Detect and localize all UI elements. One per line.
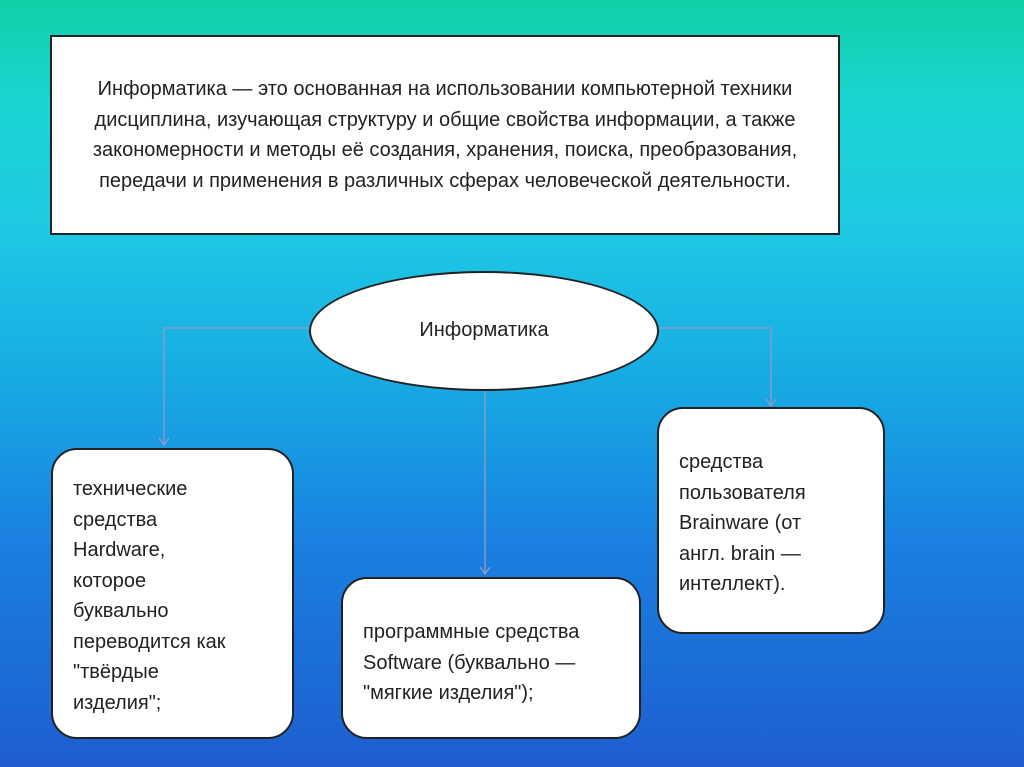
branch-brainware-text: средства пользователя Brainware (от англ. brain — интеллект). [679,451,806,595]
connector-to-brainware [657,328,771,405]
arrowhead-hardware [159,438,169,445]
connector-to-hardware [164,328,311,444]
arrowhead-brainware [766,399,776,406]
branch-software-text: программные средства Software (буквально — "мягкие изделия"); [363,621,580,704]
root-node-label: Информатика [419,318,549,341]
branch-brainware [657,407,885,634]
branch-hardware [51,448,294,739]
arrowhead-software [480,567,490,574]
branch-hardware-text: технические средства Hardware, которое буквально переводится как "твёрдые изделия"; [73,478,226,714]
definition-text: Информатика — это основанная на использовании компьютерной техники дисциплина, изучающая структуру и общие свойства информации, а также закономерности и методы её создания, хранения, поиска, преобразования, передачи и применения в различных сферах человеческой деятельности. [92,78,798,192]
root-node-ellipse [309,271,659,391]
branch-software [341,577,641,739]
definition-box [50,35,840,235]
